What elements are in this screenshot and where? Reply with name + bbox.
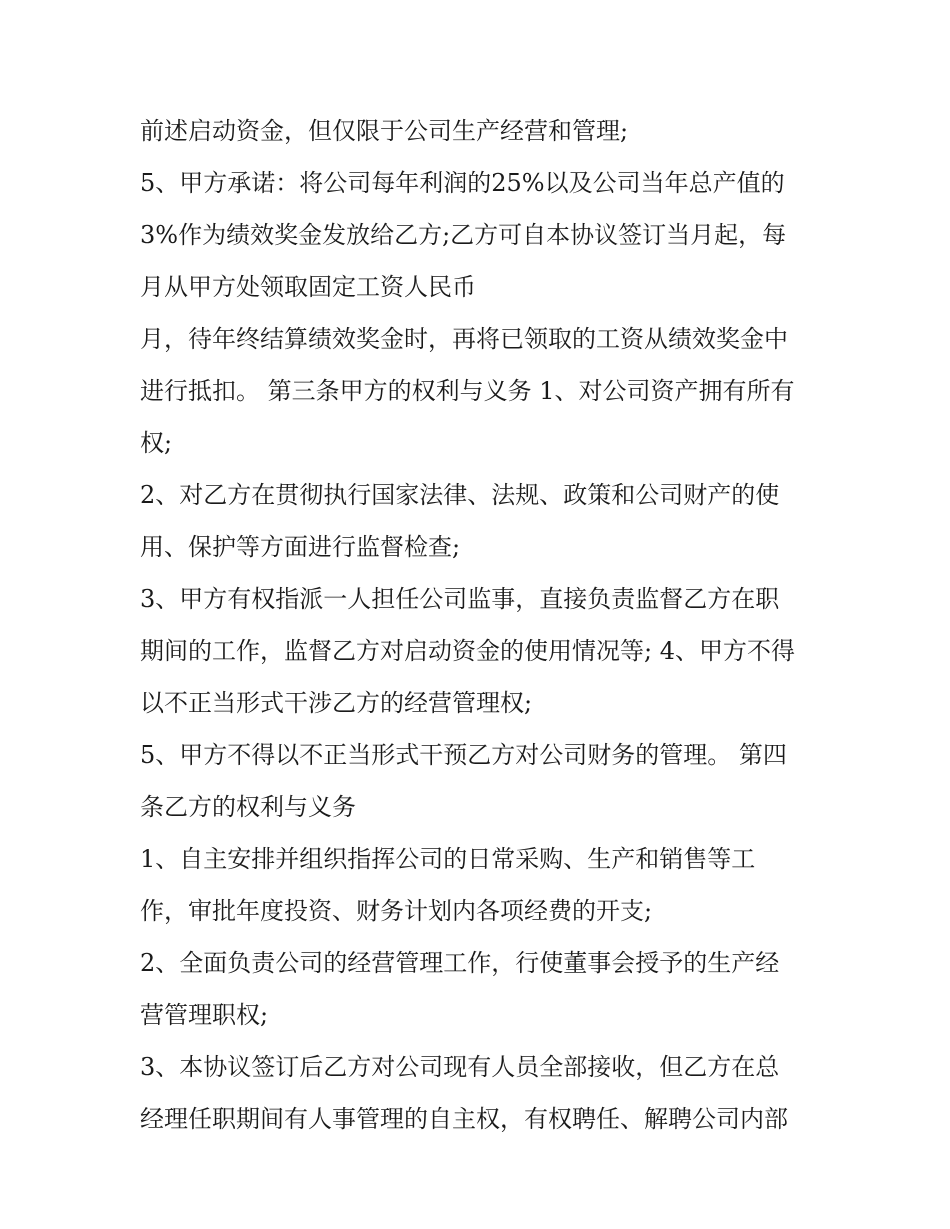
text-line: 月，待年终结算绩效奖金时，再将已领取的工资从绩效奖金中: [140, 325, 788, 353]
text-line: 3、甲方有权指派一人担任公司监事，直接负责监督乙方在职: [140, 585, 780, 613]
text-line: 条乙方的权利与义务: [140, 793, 356, 821]
text-line: 2、全面负责公司的经营管理工作，行使董事会授予的生产经: [140, 949, 780, 977]
text-line: 月从甲方处领取固定工资人民币: [140, 273, 476, 301]
text-line: 1、自主安排并组织指挥公司的日常采购、生产和销售等工: [140, 845, 756, 873]
text-line: 营管理职权;: [140, 1001, 269, 1029]
text-line: 3%作为绩效奖金发放给乙方;乙方可自本协议签订当月起，每: [140, 221, 787, 249]
text-line: 用、保护等方面进行监督检查;: [140, 533, 461, 561]
text-line: 2、对乙方在贯彻执行国家法律、法规、政策和公司财产的使: [140, 481, 780, 509]
text-line: 5、甲方不得以不正当形式干预乙方对公司财务的管理。 第四: [140, 741, 787, 769]
text-line: 经理任职期间有人事管理的自主权，有权聘任、解聘公司内部: [140, 1105, 788, 1133]
text-line: 前述启动资金，但仅限于公司生产经营和管理;: [140, 117, 629, 145]
text-line: 3、本协议签订后乙方对公司现有人员全部接收，但乙方在总: [140, 1053, 780, 1081]
text-line: 权;: [140, 429, 173, 457]
text-line: 期间的工作，监督乙方对启动资金的使用情况等; 4、甲方不得: [140, 637, 795, 665]
text-line: 进行抵扣。 第三条甲方的权利与义务 1、对公司资产拥有所有: [140, 377, 795, 405]
text-line: 5、甲方承诺：将公司每年利润的25%以及公司当年总产值的: [140, 169, 785, 197]
text-line: 作，审批年度投资、财务计划内各项经费的开支;: [140, 897, 653, 925]
document-body: [140, 105, 820, 1145]
text-line: 以不正当形式干涉乙方的经营管理权;: [140, 689, 533, 717]
